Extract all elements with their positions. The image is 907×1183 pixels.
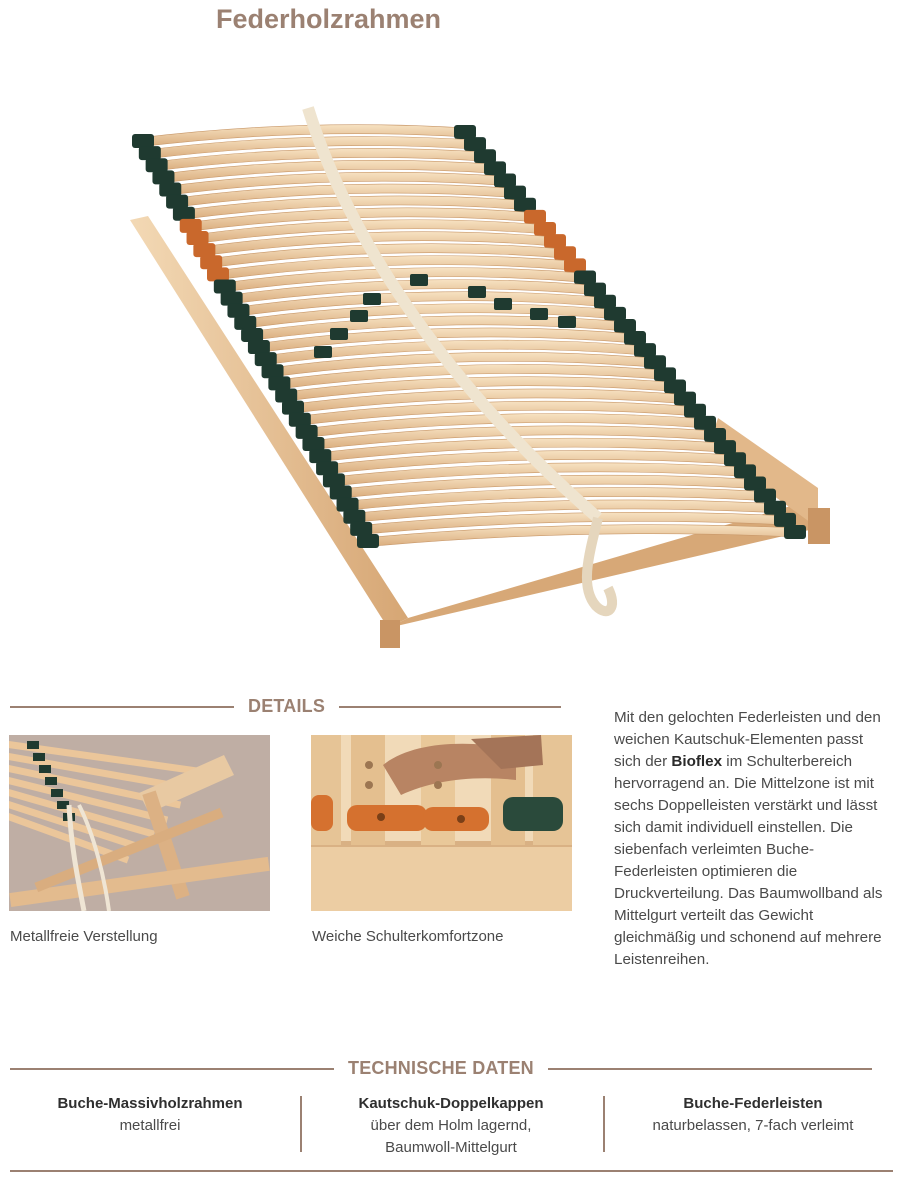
slat-cap-left bbox=[337, 498, 359, 512]
tech-rule-right bbox=[548, 1068, 872, 1070]
slat-cap-right bbox=[544, 234, 566, 248]
slat-cap-right bbox=[624, 331, 646, 345]
slat-cap-right bbox=[604, 307, 626, 321]
photo-slat-cap bbox=[51, 789, 63, 797]
slat-cap-left bbox=[207, 267, 229, 281]
spec-frame-title: Buche-Massivholzrahmen bbox=[57, 1095, 243, 1112]
slat-cap-left bbox=[187, 231, 209, 245]
slat-cap-left bbox=[296, 425, 318, 439]
slat-cap-right bbox=[704, 428, 726, 442]
slat-cap-left bbox=[221, 292, 243, 306]
slat-cap-left bbox=[234, 316, 256, 330]
slat-cap-left bbox=[146, 158, 168, 172]
slat-cap-left bbox=[241, 328, 263, 342]
photo-slat-cap bbox=[33, 753, 45, 761]
slat-cap-left bbox=[173, 207, 195, 221]
slat-cap-right bbox=[574, 270, 596, 284]
details-description bbox=[614, 707, 894, 971]
slatted-frame-image bbox=[118, 88, 848, 658]
slat-cap-right bbox=[514, 198, 536, 212]
zone-slider bbox=[314, 346, 332, 358]
slat-cap-right bbox=[554, 246, 576, 260]
slat-cap-right bbox=[674, 392, 696, 406]
spec-frame-line1: metallfrei bbox=[119, 1117, 181, 1134]
slat-cap-right bbox=[474, 149, 496, 163]
page-title: Federholzrahmen bbox=[216, 4, 442, 34]
zone-slider bbox=[363, 293, 381, 305]
tech-heading: TECHNISCHE DATEN bbox=[348, 1058, 534, 1078]
spec-slats-title: Buche-Federleisten bbox=[683, 1095, 823, 1112]
zone-slider bbox=[330, 328, 348, 340]
spec-caps-title: Kautschuk-Doppelkappen bbox=[358, 1095, 544, 1112]
slat-cap-left bbox=[262, 364, 284, 378]
slat-cap-right bbox=[614, 319, 636, 333]
slat-cap-left bbox=[343, 510, 365, 524]
photo-slat-cap bbox=[45, 777, 57, 785]
slat-cap-right bbox=[534, 222, 556, 236]
slat-cap-left bbox=[268, 376, 290, 390]
slat-cap-right bbox=[594, 295, 616, 309]
spec-divider-2 bbox=[603, 1096, 605, 1152]
zone-slider bbox=[410, 274, 428, 286]
zone-slider bbox=[350, 310, 368, 322]
slat-cap-left bbox=[309, 449, 331, 463]
slat-cap-left bbox=[227, 304, 249, 318]
slat-cap-left bbox=[316, 461, 338, 475]
spec-slats-line1: naturbelassen, 7-fach verleimt bbox=[652, 1117, 854, 1134]
slat-cap-right bbox=[654, 367, 676, 381]
slat-cap-right bbox=[714, 440, 736, 454]
slat-cap-right bbox=[764, 501, 786, 515]
slat-cap-right bbox=[644, 355, 666, 369]
slat-cap-left bbox=[323, 473, 345, 487]
tech-rule-left bbox=[10, 1068, 334, 1070]
slat-cap-right bbox=[734, 464, 756, 478]
slat-cap-right bbox=[744, 477, 766, 491]
slat-cap-left bbox=[357, 534, 379, 548]
slat-cap-right bbox=[584, 283, 606, 297]
photo-slat-cap bbox=[39, 765, 51, 773]
slat-cap-right bbox=[754, 489, 776, 503]
spec-caps-line2: Baumwoll-Mittelgurt bbox=[385, 1139, 517, 1156]
bottom-rule bbox=[10, 1170, 893, 1172]
details-heading-row bbox=[10, 696, 561, 717]
slat-cap-right bbox=[664, 380, 686, 394]
slat-cap-right bbox=[784, 525, 806, 539]
tech-heading-row bbox=[10, 1058, 872, 1079]
slat-cap-right bbox=[694, 416, 716, 430]
slat-cap-right bbox=[504, 186, 526, 200]
spec-caps-line1: über dem Holm lagernd, bbox=[370, 1117, 532, 1134]
slat-cap-left bbox=[282, 401, 304, 415]
details-rule-right bbox=[339, 706, 561, 708]
slat-cap-right bbox=[454, 125, 476, 139]
slat-cap-left bbox=[248, 340, 270, 354]
frame-post bbox=[380, 620, 400, 648]
spec-caps bbox=[311, 1093, 591, 1159]
detail-photo-adjustment bbox=[9, 735, 270, 911]
zone-slider bbox=[494, 298, 512, 310]
slat-cap-left bbox=[330, 486, 352, 500]
detail-caption-adjustment: Metallfreie Verstellung bbox=[10, 928, 158, 945]
slat-cap-right bbox=[774, 513, 796, 527]
details-rule-left bbox=[10, 706, 234, 708]
spec-frame bbox=[10, 1093, 290, 1137]
slat-cap-left bbox=[152, 170, 174, 184]
photo-slat-cap bbox=[27, 741, 39, 749]
slat-cap-left bbox=[302, 437, 324, 451]
slat-cap-right bbox=[524, 210, 546, 224]
slat-cap-left bbox=[159, 182, 181, 196]
slat-cap-left bbox=[214, 279, 236, 293]
slat-cap-left bbox=[139, 146, 161, 160]
slat-cap-left bbox=[289, 413, 311, 427]
frame-post bbox=[808, 508, 830, 544]
description-intro: Mit den gelochten Federleisten und den weichen Kautschuk-Elementen passt sich der bbox=[614, 709, 881, 770]
slat-cap-right bbox=[494, 173, 516, 187]
slat-cap-left bbox=[193, 243, 215, 257]
detail-photo-shoulder bbox=[311, 735, 572, 911]
slat-cap-right bbox=[724, 452, 746, 466]
details-heading: DETAILS bbox=[248, 696, 326, 716]
product-name-bioflex: Bioflex bbox=[671, 753, 723, 770]
description-body: im Schulterbereich hervorragend an. Die Mittelzone ist mit sechs Doppelleisten verstärkt und lässt sich damit individuell einstellen. Die siebenfach verleimten Buche-Federleisten optimieren die Druckverteilung. Das Baumwollband als Mittelgurt verteilt das Gewicht gleichmäßig und schonend auf mehrere Leistenreihen. bbox=[614, 753, 883, 968]
slat-cap-left bbox=[255, 352, 277, 366]
spec-slats bbox=[613, 1093, 893, 1137]
slat-cap-right bbox=[464, 137, 486, 151]
slat-cap-right bbox=[634, 343, 656, 357]
zone-slider bbox=[530, 308, 548, 320]
slat-cap-left bbox=[166, 195, 188, 209]
slat-cap-left bbox=[350, 522, 372, 536]
slat-cap-left bbox=[132, 134, 154, 148]
slat-cap-right bbox=[564, 258, 586, 272]
detail-caption-shoulder: Weiche Schulterkomfortzone bbox=[312, 928, 504, 945]
slat-cap-left bbox=[180, 219, 202, 233]
slat-cap-right bbox=[484, 161, 506, 175]
slat-cap-left bbox=[275, 389, 297, 403]
slat-cap-right bbox=[684, 404, 706, 418]
spec-divider-1 bbox=[300, 1096, 302, 1152]
zone-slider bbox=[468, 286, 486, 298]
slat-cap-left bbox=[200, 255, 222, 269]
zone-slider bbox=[558, 316, 576, 328]
